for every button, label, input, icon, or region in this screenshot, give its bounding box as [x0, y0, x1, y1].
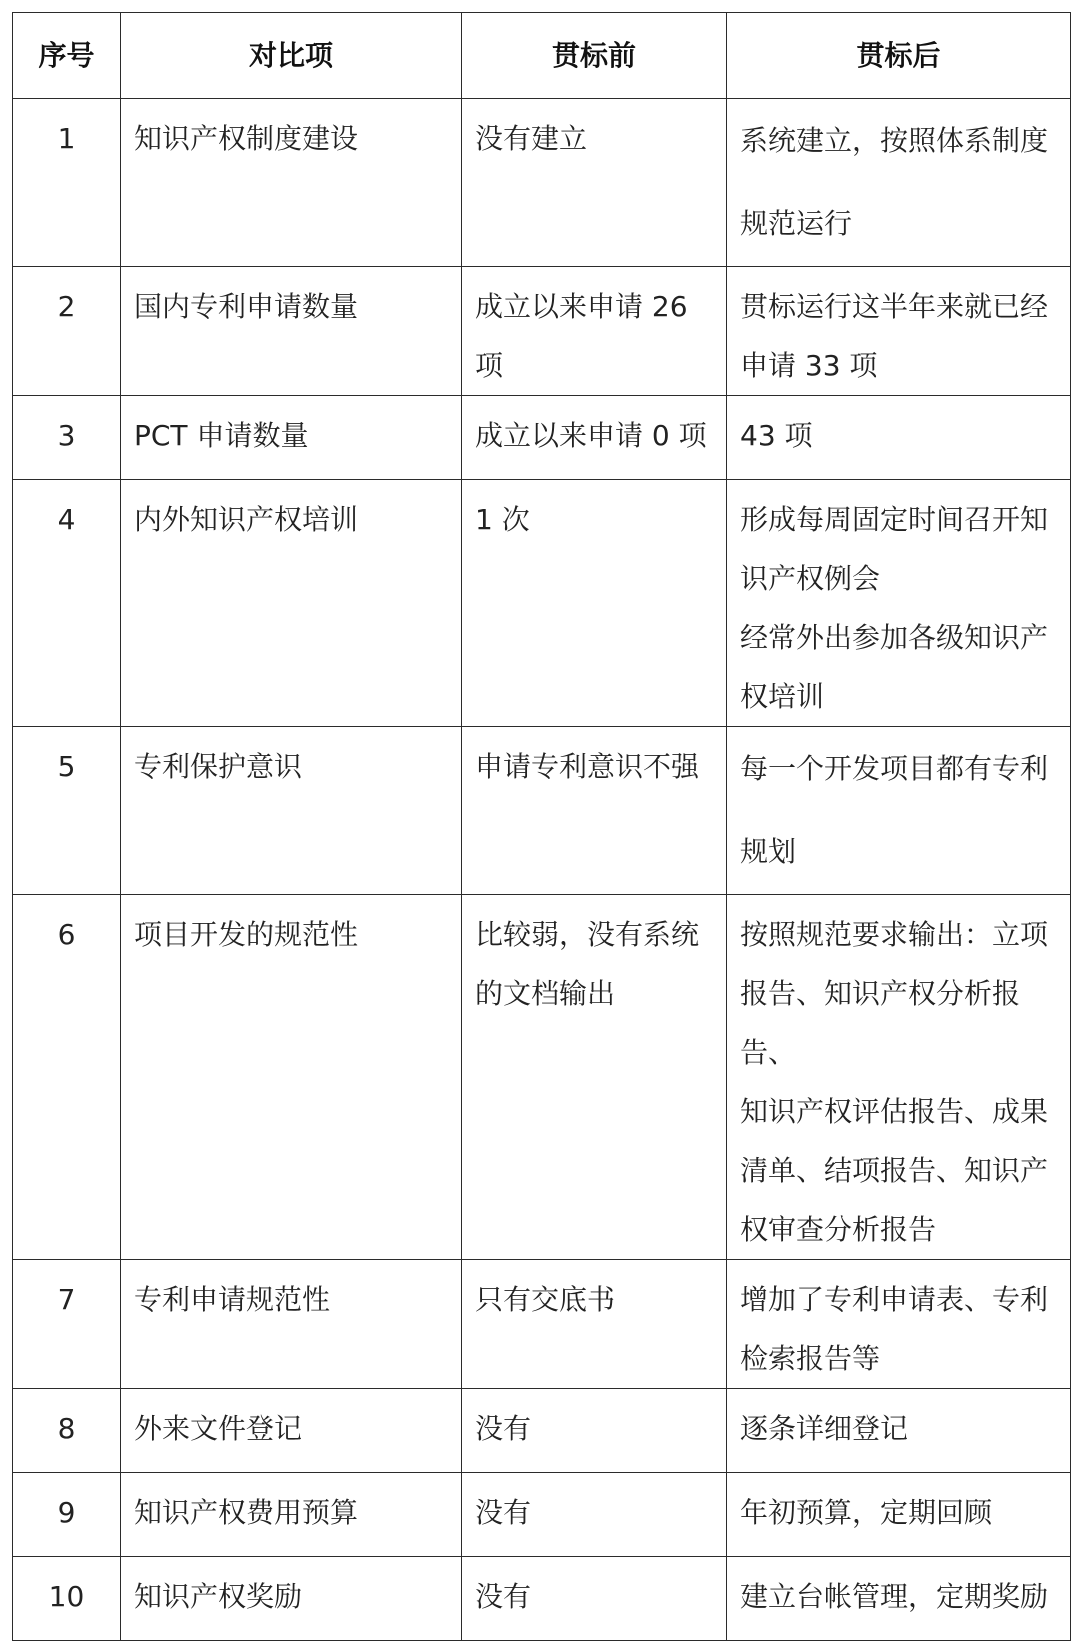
row-before: 没有建立: [462, 99, 727, 267]
row-after: 形成每周固定时间召开知 识产权例会 经常外出参加各级知识产 权培训: [727, 480, 1071, 727]
row-before: 比较弱，没有系统 的文档输出: [462, 895, 727, 1260]
row-before: 成立以来申请 0 项: [462, 396, 727, 480]
row-item: 外来文件登记: [121, 1389, 462, 1473]
row-after: 增加了专利申请表、专利 检索报告等: [727, 1260, 1071, 1389]
row-index: 3: [13, 396, 121, 480]
row-after: 逐条详细登记: [727, 1389, 1071, 1473]
row-after: 年初预算，定期回顾: [727, 1473, 1071, 1557]
row-index: 1: [13, 99, 121, 267]
row-before: 成立以来申请 26 项: [462, 267, 727, 396]
row-item: PCT 申请数量: [121, 396, 462, 480]
row-index: 10: [13, 1557, 121, 1641]
row-item: 内外知识产权培训: [121, 480, 462, 727]
table-row: [13, 727, 1071, 895]
table-row: [13, 480, 1071, 727]
row-item: 项目开发的规范性: [121, 895, 462, 1260]
row-before: 没有: [462, 1473, 727, 1557]
table-row: [13, 1557, 1071, 1641]
row-item: 知识产权奖励: [121, 1557, 462, 1641]
table-row: [13, 1473, 1071, 1557]
table-header-row: [13, 13, 1071, 99]
row-after: 建立台帐管理，定期奖励: [727, 1557, 1071, 1641]
row-after: 贯标运行这半年来就已经 申请 33 项: [727, 267, 1071, 396]
table-row: [13, 99, 1071, 267]
row-item: 知识产权费用预算: [121, 1473, 462, 1557]
row-before: 没有: [462, 1389, 727, 1473]
row-index: 9: [13, 1473, 121, 1557]
row-index: 4: [13, 480, 121, 727]
row-item: 专利申请规范性: [121, 1260, 462, 1389]
table-row: [13, 1260, 1071, 1389]
row-index: 2: [13, 267, 121, 396]
table-row: [13, 1389, 1071, 1473]
row-index: 5: [13, 727, 121, 895]
table-row: [13, 895, 1071, 1260]
table-row: [13, 267, 1071, 396]
row-after: 按照规范要求输出：立项 报告、知识产权分析报告、 知识产权评估报告、成果 清单、结项报告、知识产 权审查分析报告: [727, 895, 1071, 1260]
row-item: 知识产权制度建设: [121, 99, 462, 267]
header-before: 贯标前: [462, 13, 727, 99]
row-index: 8: [13, 1389, 121, 1473]
row-before: 1 次: [462, 480, 727, 727]
row-after: 43 项: [727, 396, 1071, 480]
header-after: 贯标后: [727, 13, 1071, 99]
row-item: 专利保护意识: [121, 727, 462, 895]
row-after: 系统建立，按照体系制度 规范运行: [727, 99, 1071, 267]
row-item: 国内专利申请数量: [121, 267, 462, 396]
row-before: 没有: [462, 1557, 727, 1641]
row-before: 只有交底书: [462, 1260, 727, 1389]
header-item: 对比项: [121, 13, 462, 99]
comparison-table: [12, 12, 1071, 1641]
table-row: [13, 396, 1071, 480]
row-index: 7: [13, 1260, 121, 1389]
row-index: 6: [13, 895, 121, 1260]
row-after: 每一个开发项目都有专利 规划: [727, 727, 1071, 895]
header-index: 序号: [13, 13, 121, 99]
row-before: 申请专利意识不强: [462, 727, 727, 895]
